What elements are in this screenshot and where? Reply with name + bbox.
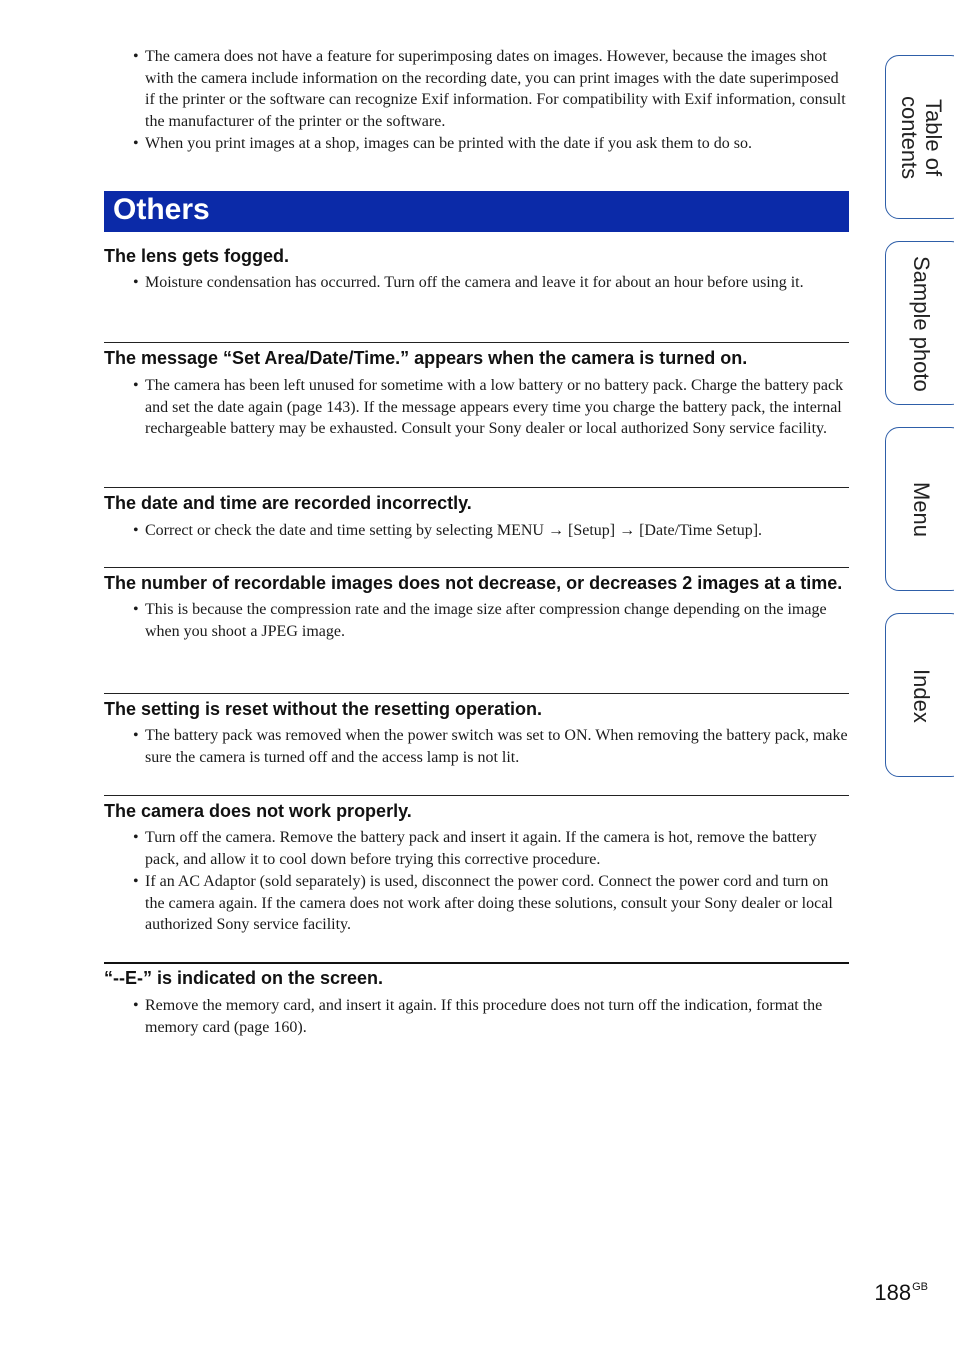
tab-sample-photo[interactable]: [885, 241, 954, 405]
tab-label: Table of contents: [897, 96, 946, 180]
section-bullet: • Remove the memory card, and insert it again. If this procedure does not turn off the indication, format the memory card (page 160).: [145, 995, 849, 1038]
section-bullet: • The camera has been left unused for sometime with a low battery or no battery pack. Charge the battery pack and set the date again (page 143). If the message appears every time you charge the battery pack, the internal rechargeable battery may be exhausted. Consult your Sony dealer or local authorized Sony service facility.: [145, 375, 849, 440]
section-bullet-list: [104, 827, 849, 936]
section-bullet-list: [104, 725, 849, 768]
section-bullet: • Correct or check the date and time setting by selecting MENU → [Setup] → [Date/Time Setup].: [145, 520, 849, 542]
intro-bullet: • The camera does not have a feature for superimposing dates on images. However, because the images shot with the camera include information on the recording date, you can print images with the date superimposed if the printer or the software can recognize Exif information. For compatibility with Exif information, consult the manufacturer of the printer or the software.: [145, 46, 849, 132]
tab-label: Sample photo: [909, 256, 934, 392]
section-heading: The date and time are recorded incorrectly.: [104, 493, 472, 513]
section-bullet: • Turn off the camera. Remove the battery pack and insert it again. If the camera is hot, remove the battery pack, and allow it to cool down before trying this corrective procedure.: [145, 827, 849, 870]
section-bullet: • Moisture condensation has occurred. Turn off the camera and leave it for about an hour before using it.: [145, 272, 849, 294]
section-heading: The setting is reset without the resetting operation.: [104, 699, 543, 719]
page-number: [874, 1280, 928, 1306]
section-bullet-list: [104, 272, 849, 294]
section-bullet-list: [104, 995, 849, 1038]
section-banner: Others: [104, 191, 849, 232]
trouble-section-e-indication: [104, 962, 849, 1039]
section-heading: The message “Set Area/Date/Time.” appears when the camera is turned on.: [104, 348, 748, 368]
page-number-value: 188: [874, 1280, 912, 1305]
section-heading: “--E-” is indicated on the screen.: [104, 968, 384, 988]
section-bullet-list: [104, 520, 849, 542]
section-bullet: • The battery pack was removed when the power switch was set to ON. When removing the battery pack, make sure the camera is turned off and the access lamp is not lit.: [145, 725, 849, 768]
trouble-section-date-incorrect: [104, 487, 849, 543]
trouble-section-lens-fogged: [104, 244, 849, 295]
section-bullet-list: [104, 599, 849, 642]
trouble-section-image-count: [104, 567, 849, 643]
tab-label: Menu: [909, 482, 934, 538]
tab-menu[interactable]: [885, 427, 954, 591]
trouble-section-not-working: [104, 795, 849, 937]
intro-block: [104, 46, 849, 156]
trouble-section-set-area-date: [104, 342, 849, 441]
section-heading: The lens gets fogged.: [104, 246, 290, 266]
section-bullet-list: [104, 375, 849, 440]
page-number-suffix: GB: [912, 1281, 928, 1293]
tab-index[interactable]: [885, 613, 954, 777]
intro-bullet-list: [104, 46, 849, 155]
section-bullet: • This is because the compression rate and the image size after compression change depending on the image when you shoot a JPEG image.: [145, 599, 849, 642]
trouble-section-setting-reset: [104, 693, 849, 769]
section-heading: The camera does not work properly.: [104, 801, 412, 821]
tab-label: Index: [909, 669, 934, 723]
intro-bullet: • When you print images at a shop, images can be printed with the date if you ask them to do so.: [145, 133, 849, 155]
section-heading: The number of recordable images does not decrease, or decreases 2 images at a time.: [104, 573, 843, 593]
tab-table-of-contents[interactable]: [885, 55, 954, 219]
section-bullet: • If an AC Adaptor (sold separately) is used, disconnect the power cord. Connect the power cord and turn on the camera again. If the camera does not work after doing these solutions, consult your Sony dealer or local authorized Sony service facility.: [145, 871, 849, 936]
